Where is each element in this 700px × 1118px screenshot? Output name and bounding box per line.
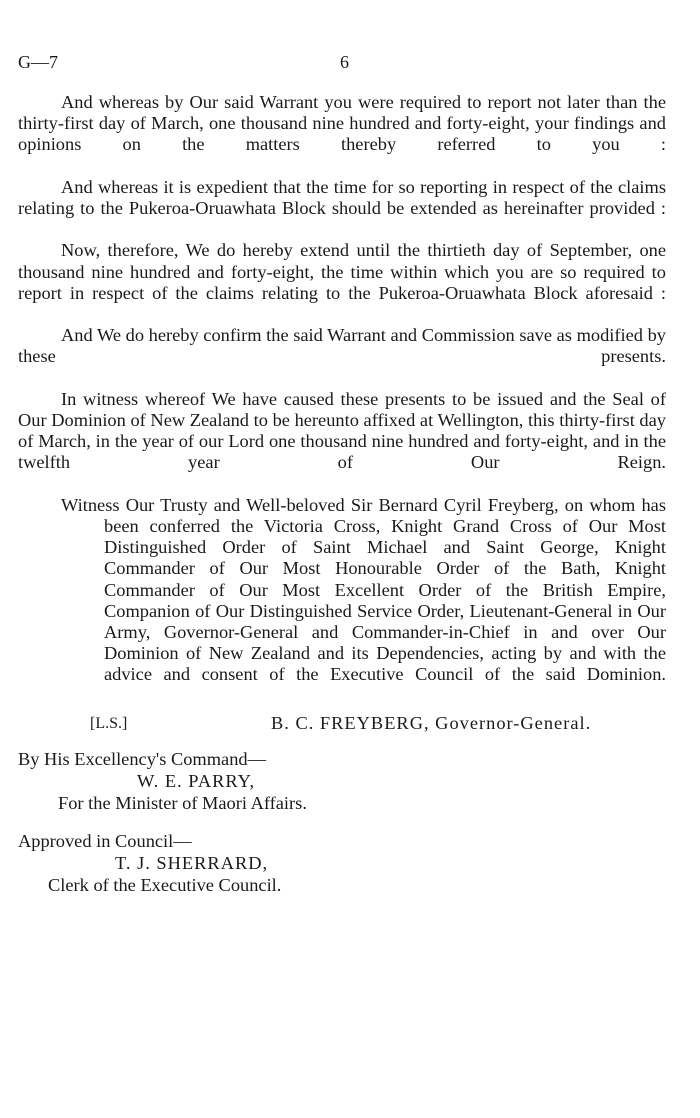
approval-title: Clerk of the Executive Council. [48, 874, 282, 895]
governor-signature: B. C. FREYBERG, Governor-General. [271, 712, 592, 733]
paragraph-in-witness: In witness whereof We have caused these presents to be issued and the Seal of Our Dominion of New Zealand to be hereunto affixed at Wellington, this thirty-first day of March, in the year of our Lord one thousand nine hundred and forty-eight, and in the twelfth year of Our Reign. [18, 388, 666, 473]
document-page [18, 52, 666, 897]
command-name: W. E. PARRY, [137, 770, 256, 791]
paragraph-warrant: And whereas by Our said Warrant you were required to report not later than the thirty-first day of March, one thousand nine hundred and forty-eight, your findings and opinions on the matters thereby referred to you : [18, 92, 666, 155]
command-block [18, 749, 666, 815]
signature-line [18, 713, 666, 743]
page-number: 6 [340, 52, 349, 72]
approval-intro: Approved in Council— [18, 830, 192, 851]
document-reference: G—7 [18, 52, 58, 72]
page-header [18, 52, 666, 78]
approval-block [18, 831, 666, 897]
paragraph-confirm: And We do hereby confirm the said Warrant and Commission save as modified by these presents. [18, 325, 666, 367]
document-body [18, 92, 666, 897]
command-title: For the Minister of Maori Affairs. [58, 792, 307, 813]
command-intro: By His Excellency's Command— [18, 748, 266, 769]
paragraph-extension: Now, therefore, We do hereby extend until the thirtieth day of September, one thousand nine hundred and forty-eight, the time within which you are so required to report in respect of the claims relating to the Pukeroa-Oruawhata Block aforesaid : [18, 240, 666, 303]
paragraph-expedient: And whereas it is expedient that the time for so reporting in respect of the claims relating to the Pukeroa-Oruawhata Block should be extended as hereinafter provided : [18, 176, 666, 219]
approval-name: T. J. SHERRARD, [115, 852, 269, 873]
paragraph-witness-governor: Witness Our Trusty and Well-beloved Sir Bernard Cyril Freyberg, on whom has been conferred the Victoria Cross, Knight Grand Cross of Our Most Distinguished Order of Saint Michael and Saint George, Knight Commander of Our Most Honourable Order of the Bath, Knight Commander of Our Most Excellent Order of the British Empire, Companion of Our Distinguished Service Order, Lieutenant-General in Our Army, Governor-General and Commander-in-Chief in and over Our Dominion of New Zealand and its Dependencies, acting by and with the advice and consent of the Executive Council of the said Dominion. [61, 494, 666, 685]
seal-mark: [L.S.] [90, 714, 128, 732]
